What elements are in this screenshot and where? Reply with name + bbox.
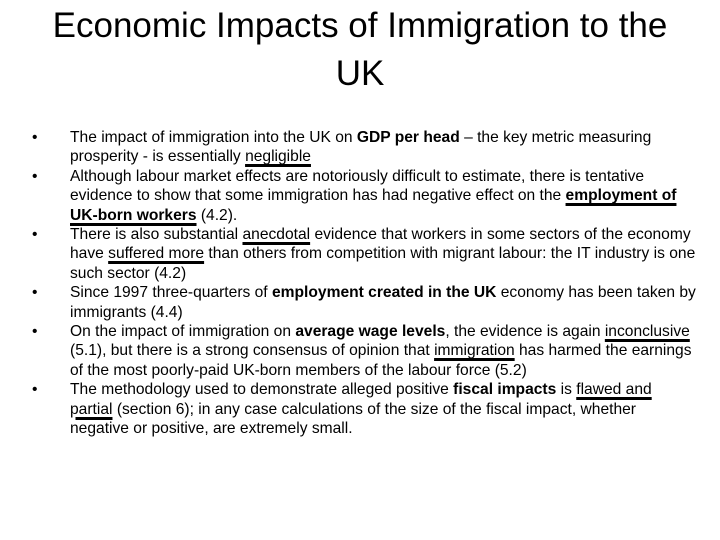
- bullet-fiscal-impacts: [30, 380, 698, 438]
- bullet-text: than others from competition with migrant labour: the IT industry is one such sector (4.2): [70, 245, 696, 282]
- bullet-text: , the evidence is again: [445, 323, 605, 341]
- bullet-text: has harmed the earnings of the most poorly-paid UK-born members of the labour force (5.2): [70, 342, 692, 379]
- bullet-gdp-per-head: [30, 128, 698, 167]
- bullet-list: [30, 128, 698, 439]
- bullet-text: economy has been taken by immigrants (4.4): [70, 284, 696, 321]
- bullet-text: – the key metric measuring prosperity - is essentially: [70, 129, 652, 166]
- bullet-marker: •: [32, 284, 38, 302]
- bold-phrase: GDP per head: [356, 129, 460, 146]
- bullet-text: is: [556, 381, 577, 399]
- bullet-marker: •: [32, 129, 38, 146]
- underlined-phrase: negligible: [245, 148, 311, 166]
- bullet-marker: •: [32, 381, 38, 399]
- bullet-text: The methodology used to demonstrate alleged positive: [70, 381, 454, 399]
- bullet-text: On the impact of immigration on: [70, 323, 296, 341]
- bullet-text: Although labour market effects are notoriously difficult to estimate, there is tentative evidence to show that some immigration has had negative effect on the: [70, 167, 645, 205]
- bold-phrase: employment created in the UK: [271, 284, 497, 302]
- bullet-anecdotal-evidence: [30, 225, 698, 283]
- bullet-text: (4.2).: [196, 206, 238, 224]
- bullet-marker: •: [32, 323, 38, 341]
- bold-underlined-phrase: employment of UK-born workers: [70, 187, 677, 224]
- bullet-text: (5.1), but there is a strong consensus of opinion that: [70, 342, 435, 360]
- underlined-phrase: anecdotal: [242, 226, 311, 244]
- slide-title: Economic Impacts of Immigration to the UK: [52, 6, 668, 93]
- underlined-phrase: suffered more: [108, 245, 205, 263]
- bullet-text: There is also substantial: [70, 226, 243, 244]
- underlined-phrase: inconclusive: [604, 323, 690, 341]
- bullet-employment-created: [30, 283, 698, 322]
- underlined-phrase: flawed and partial: [70, 381, 652, 418]
- bullet-employment-uk-born: [30, 167, 698, 225]
- bullet-text: (section 6); in any case calculations of the size of the fiscal impact, whether negative or positive, are extremely small.: [70, 400, 636, 438]
- underlined-phrase: immigration: [434, 342, 515, 360]
- bullet-marker: •: [32, 226, 38, 244]
- bold-phrase: average wage levels: [295, 323, 446, 341]
- bullet-marker: •: [32, 167, 38, 185]
- bullet-text: Since 1997 three-quarters of: [70, 284, 272, 302]
- bullet-average-wage-levels: [30, 322, 698, 380]
- bold-phrase: fiscal impacts: [453, 381, 557, 399]
- bullet-text: evidence that workers in some sectors of the economy have: [70, 226, 691, 263]
- bullet-text: The impact of immigration into the UK on: [70, 129, 357, 146]
